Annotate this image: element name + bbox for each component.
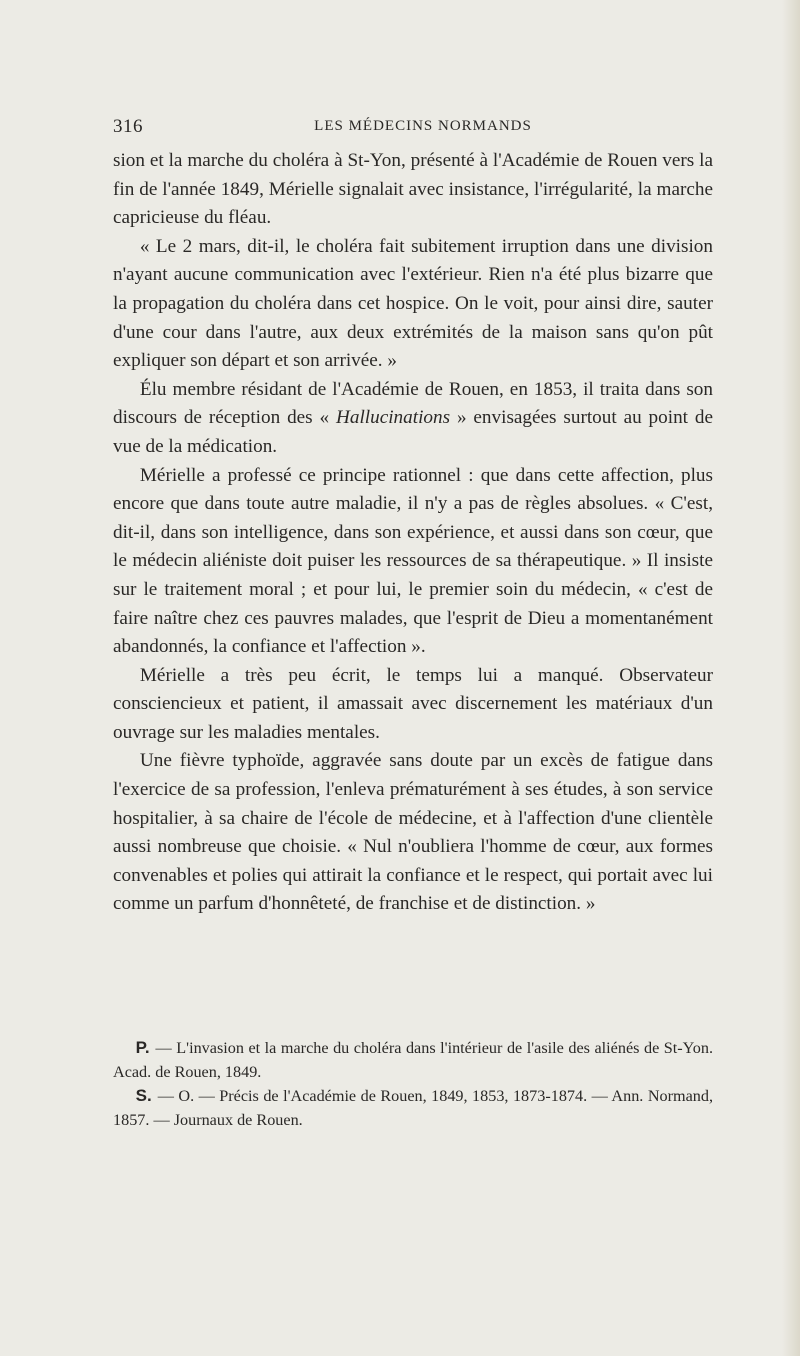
- paragraph-5: Mérielle a très peu écrit, le temps lui a manqué. Observateur consciencieux et patient, il amassait avec discernement les matériaux d'un ouvrage sur les maladies mentales.: [113, 664, 713, 743]
- note-sources: [113, 1084, 713, 1132]
- note-p-text: — L'invasion et la marche du choléra dans l'intérieur de l'asile des aliénés de St-Yon. Acad. de Rouen, 1849.: [113, 1039, 713, 1081]
- page-header: [113, 116, 713, 140]
- paragraph-4: Mérielle a professé ce principe rationnel : que dans cette affection, plus encore que dans toute autre maladie, il n'y a pas de règles absolues. « C'est, dit-il, dans son intelligence, dans son expérience, et aussi dans son cœur, que le médecin aliéniste doit puiser les ressources de sa thérapeutique. » Il insiste sur le traitement moral ; et pour lui, le premier soin du médecin, « c'est de faire naître chez ces pauvres malades, que l'esprit de Dieu a momentanément abandonnés, la confiance et l'affection ».: [113, 464, 713, 658]
- note-p-key: P.: [135, 1038, 150, 1057]
- page-number: 316: [113, 116, 143, 137]
- running-title: LES MÉDECINS NORMANDS: [314, 118, 532, 134]
- note-s-text: — O. — Précis de l'Académie de Rouen, 1849, 1853, 1873-1874. — Ann. Normand, 1857. — Journaux de Rouen.: [113, 1087, 713, 1129]
- paragraph-3-before: Élu membre résidant de l'Académie de Rouen, en 1853, il traita dans son discours de réception des «: [113, 378, 713, 429]
- note-publications: [113, 1036, 713, 1084]
- bibliographic-notes: [113, 1036, 713, 1132]
- paragraph-6: Une fièvre typhoïde, aggravée sans doute par un excès de fatigue dans l'exercice de sa profession, l'enleva prématurément à ses études, à son service hospitalier, à sa chaire de l'école de médecine, et à l'affection d'une clientèle aussi nombreuse que choisie. « Nul n'oubliera l'homme de cœur, aux formes convenables et polies qui attirait la confiance et le respect, qui portait avec lui comme un parfum d'honnêteté, de franchise et de distinction. »: [113, 750, 713, 915]
- paragraph-1: sion et la marche du choléra à St-Yon, présenté à l'Académie de Rouen vers la fin de l'année 1849, Mérielle signalait avec insistance, l'irrégularité, la marche capricieuse du fléau.: [113, 150, 713, 229]
- note-s-key: S.: [135, 1086, 152, 1105]
- page-edge-shadow: [782, 0, 800, 1356]
- paragraph-3-italic-title: Hallucinations: [336, 407, 451, 429]
- paragraph-3-after: » envisagées surtout au point de vue de la médication.: [113, 407, 713, 457]
- paragraph-2: « Le 2 mars, dit-il, le choléra fait subitement irruption dans une division n'ayant aucune communication avec l'extérieur. Rien n'a été plus bizarre que la propagation du choléra dans cet hospice. On le voit, pour ainsi dire, sauter d'une cour dans l'autre, aux deux extrémités de la maison sans qu'on pût expliquer son départ et son arrivée. »: [113, 235, 713, 372]
- paragraph-3: [113, 376, 713, 462]
- body-text: [113, 147, 713, 919]
